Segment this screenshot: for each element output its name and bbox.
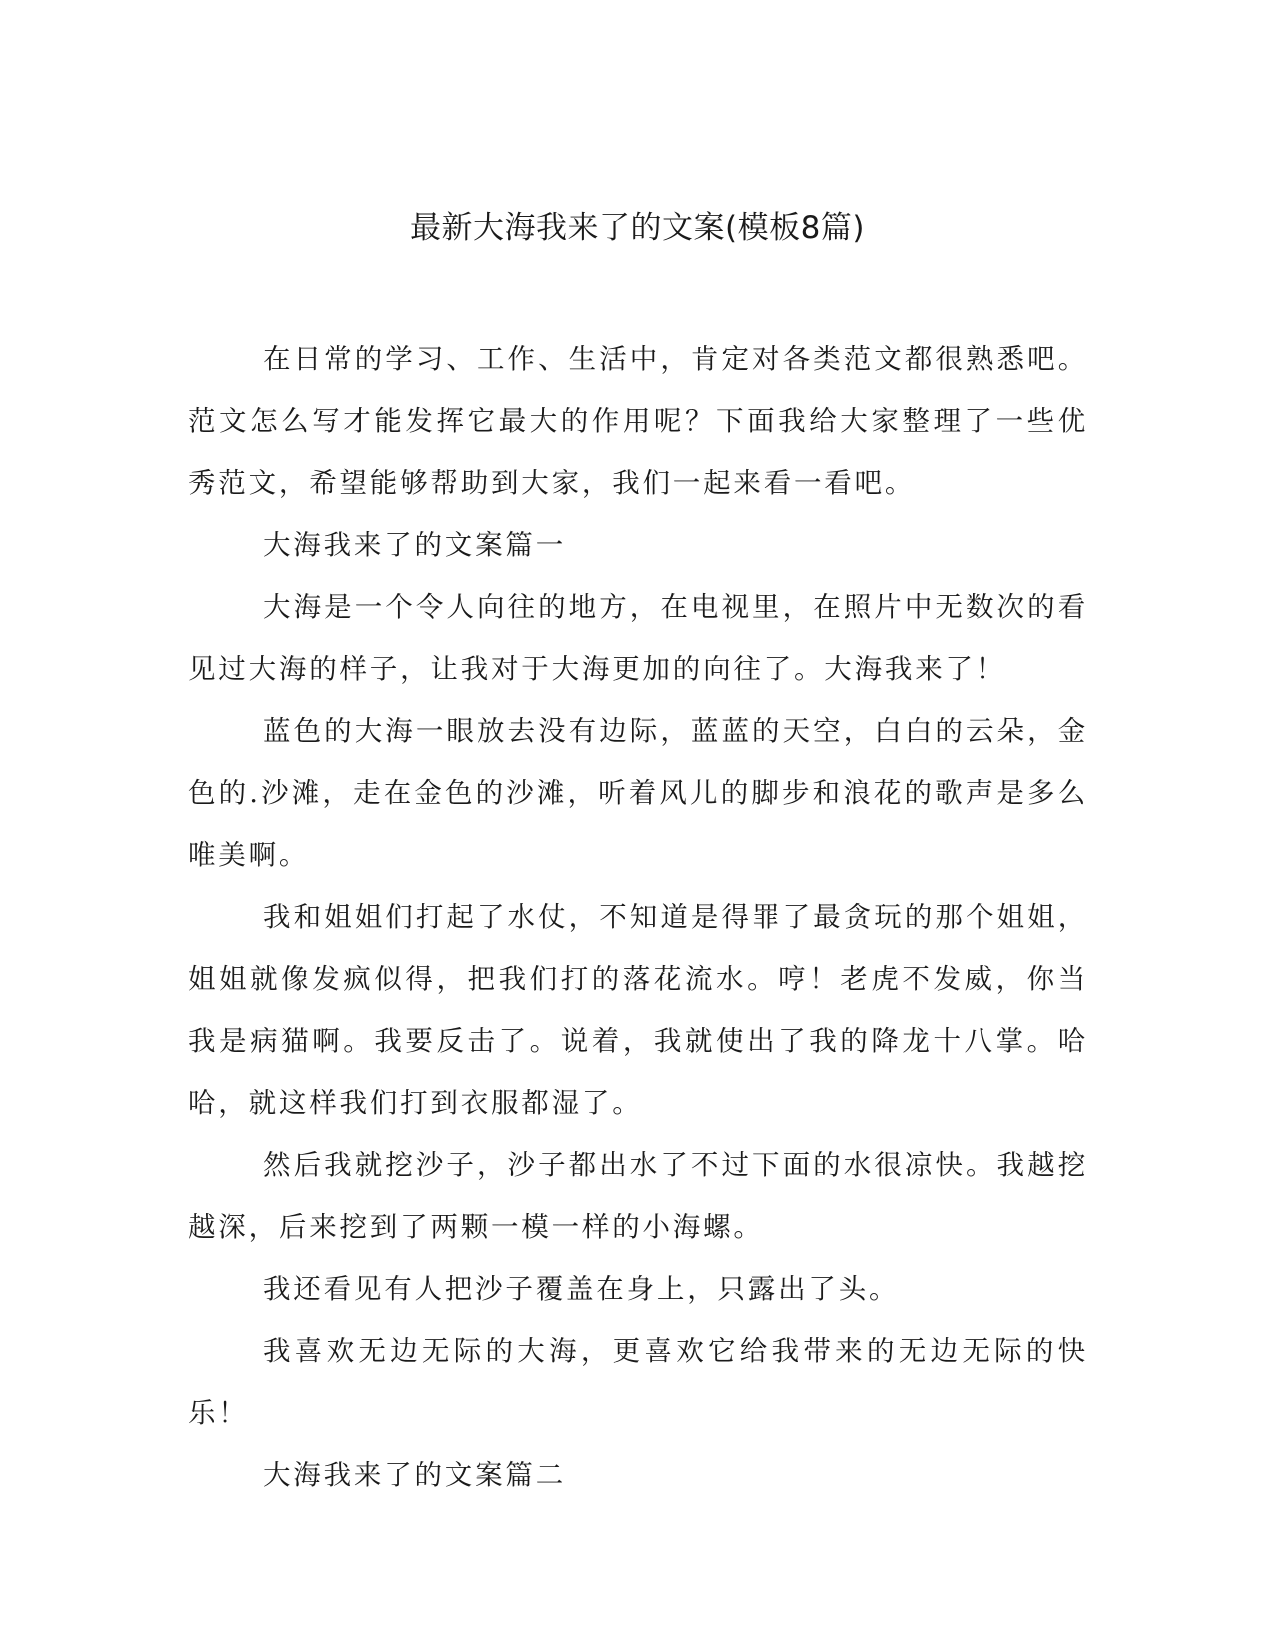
- paragraph: 蓝色的大海一眼放去没有边际，蓝蓝的天空，白白的云朵，金色的.沙滩，走在金色的沙滩，听着风儿的脚步和浪花的歌声是多么唯美啊。: [188, 715, 1088, 871]
- paragraph-intro: 在日常的学习、工作、生活中，肯定对各类范文都很熟悉吧。范文怎么写才能发挥它最大的作用呢？下面我给大家整理了一些优秀范文，希望能够帮助到大家，我们一起来看一看吧。: [188, 343, 1088, 499]
- paragraph: 然后我就挖沙子，沙子都出水了不过下面的水很凉快。我越挖越深，后来挖到了两颗一模一样的小海螺。: [188, 1149, 1088, 1243]
- document-title: 最新大海我来了的文案(模板8篇): [410, 210, 865, 246]
- paragraph: 大海是一个令人向往的地方，在电视里，在照片中无数次的看见过大海的样子，让我对于大海更加的向往了。大海我来了！: [188, 591, 1088, 685]
- paragraph: 我喜欢无边无际的大海，更喜欢它给我带来的无边无际的快乐！: [188, 1335, 1088, 1429]
- paragraph: 我还看见有人把沙子覆盖在身上，只露出了头。: [263, 1273, 900, 1305]
- paragraph: 我和姐姐们打起了水仗，不知道是得罪了最贪玩的那个姐姐，姐姐就像发疯似得，把我们打的落花流水。哼！老虎不发威，你当我是病猫啊。我要反击了。说着，我就使出了我的降龙十八掌。哈哈，就这样我们打到衣服都湿了。: [188, 901, 1088, 1119]
- section-heading-1: 大海我来了的文案篇一: [263, 529, 566, 561]
- document-body: [188, 328, 1088, 1506]
- section-heading-2: 大海我来了的文案篇二: [263, 1459, 566, 1491]
